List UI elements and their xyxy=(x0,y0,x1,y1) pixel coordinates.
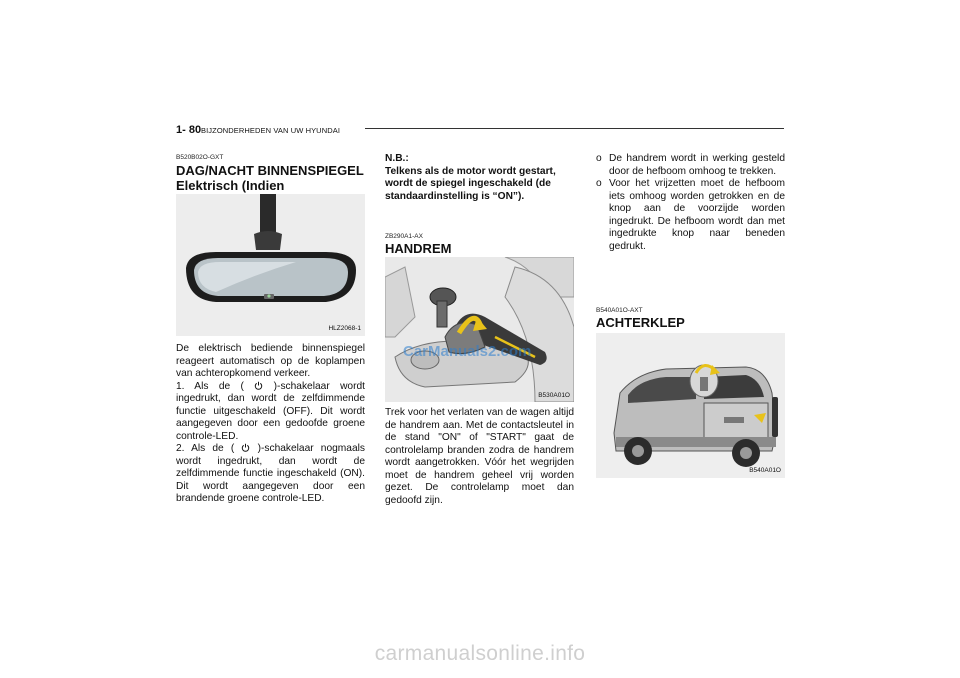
handbrake-image-caption: B530A01O xyxy=(538,392,570,399)
tailgate-illustration xyxy=(596,333,785,478)
handbrake-paragraph: Trek voor het verlaten van de wagen altijd de handrem aan. Met de contactsleutel in de stand "ON" of "START" gaat de controlelamp branden zodra de handrem wordt aangetrokken. Vóór het wegrijden moet de handrem geheel vrij worden gezet. De controlelamp moet dan gedoofd zijn. xyxy=(385,407,574,506)
mirror-title-line1: DAG/NACHT BINNENSPIEGEL xyxy=(176,163,364,178)
section-title: BIJZONDERHEDEN VAN UW HYUNDAI xyxy=(201,126,341,135)
mirror-image-caption: HLZ2068-1 xyxy=(328,325,361,332)
header-rule xyxy=(365,128,784,129)
mirror-illustration xyxy=(176,194,365,336)
mirror-image xyxy=(176,194,365,336)
section-code-handbrake: ZB290A1-AX xyxy=(385,233,423,240)
section-code-tailgate: B540A01O-AXT xyxy=(596,307,643,314)
watermark-text: CarManuals2.com xyxy=(403,343,532,360)
section-code-mirror: B520B02O-GXT xyxy=(176,154,224,161)
tailgate-title: ACHTERKLEP xyxy=(596,315,685,330)
tailgate-image xyxy=(596,333,785,478)
power-icon xyxy=(241,443,250,452)
bullet-item: o De handrem wordt in werking gesteld door de hefboom omhoog te trekken. xyxy=(596,153,785,177)
handbrake-title: HANDREM xyxy=(385,241,452,256)
mirror-paragraph-1: De elektrisch bediende binnenspiegel reageert automatisch op de koplampen van achteropkomend verkeer. xyxy=(176,343,365,379)
mirror-title-line2: Elektrisch (Indien xyxy=(176,178,285,193)
handbrake-illustration xyxy=(385,257,574,402)
handbrake-image xyxy=(385,257,574,402)
bullet-item: o Voor het vrijzetten moet de hefboom iets omhoog worden getrokken en de knop aan de voorzijde worden ingedrukt. De hefboom wordt dan met ingedrukte knop naar beneden gedrukt. xyxy=(596,178,785,252)
footer-watermark: carmanualsonline.info xyxy=(374,642,586,665)
note-text: Telkens als de motor wordt gestart, wordt de spiegel ingeschakeld (de standaardinstelling is “ON”). xyxy=(385,165,556,202)
handbrake-bullets xyxy=(596,153,785,253)
mirror-paragraph-2: 1. Als de ( )-schakelaar wordt ingedrukt, dan wordt de zelfdimmende functie uitgeschakeld (OFF). Dit wordt aangegeven door een gedoofde groene controle-LED. xyxy=(176,380,365,442)
note-block xyxy=(385,153,574,203)
page-number: 1- 80 xyxy=(176,124,202,136)
tailgate-image-caption: B540A01O xyxy=(749,467,781,474)
mirror-paragraph-3: 2. Als de ( )-schakelaar nogmaals wordt ingedrukt, dan wordt de zelfdimmende functie ingeschakeld (ON). Dit wordt aangegeven door een brandende groene controle-LED. xyxy=(176,443,365,504)
mirror-text xyxy=(176,343,365,506)
power-icon xyxy=(254,381,263,390)
note-label: N.B.: xyxy=(385,153,409,164)
